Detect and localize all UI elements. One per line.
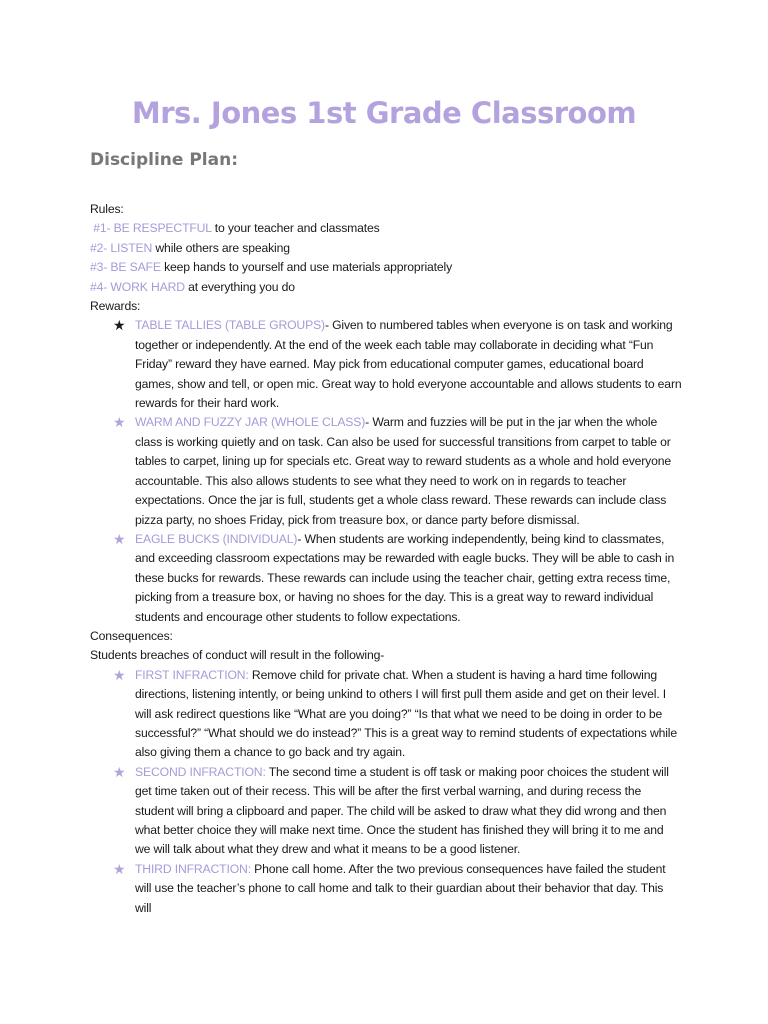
reward-text: - Warm and fuzzies will be put in the jar when the whole class is working quietly and on task. Can also be used for successful transitions from carpet to table or tables to carpet, lining up for specials etc. Great way to reward students as a whole and hold everyone accountable. This also allows students to see what they need to work on in regards to teacher expectations. Once the jar is full, students get a whole class reward. These rewards can include class pizza party, no shoes Friday, pick from treasure box, or dance party before dismissal. [135, 415, 672, 527]
rule-label: #2- LISTEN [90, 240, 153, 255]
consequence-item [90, 860, 682, 918]
rule-item [90, 239, 682, 258]
reward-label: WARM AND FUZZY JAR (WHOLE CLASS) [135, 415, 366, 430]
rule-label: #4- WORK HARD [90, 279, 185, 294]
reward-item [90, 316, 682, 413]
reward-item [90, 530, 682, 627]
rule-item [90, 219, 682, 238]
consequence-item [90, 763, 682, 860]
consequence-label: FIRST INFRACTION: [135, 667, 249, 682]
rule-item [90, 258, 682, 277]
consequence-item [90, 666, 682, 763]
document-body [90, 200, 682, 918]
reward-label: EAGLE BUCKS (INDIVIDUAL) [135, 531, 298, 546]
reward-text: - Given to numbered tables when everyone is on task and working together or independently. At the end of the week each table may collaborate in deciding what “Fun Friday” reward they have earned. May pick from educational computer games, educational board games, show and tell, or open mic. Great way to hold everyone accountable and allows students to earn rewards for their hard work. [135, 318, 682, 411]
rule-text: keep hands to yourself and use materials appropriately [160, 260, 453, 275]
star-icon: ★ [113, 530, 126, 547]
consequence-text: Remove child for private chat. When a student is having a hard time following directions, listening intently, or being unkind to others I will first pull them aside and get on their level. I will ask redirect questions like “What are you doing?” “Is that what we need to be doing in order to be successful?” “What should we do instead?” This is a great way to remind students of expectations while also giving them a chance to go back and try again. [135, 667, 677, 760]
rule-text: to your teacher and classmates [211, 221, 380, 236]
rule-text: at everything you do [184, 279, 295, 294]
star-icon: ★ [113, 317, 126, 334]
reward-label: TABLE TALLIES (TABLE GROUPS) [135, 318, 325, 333]
consequence-label: THIRD INFRACTION: [135, 861, 251, 876]
consequences-list [90, 666, 682, 918]
star-icon: ★ [113, 666, 126, 683]
consequences-intro: Students breaches of conduct will result in the following- [90, 648, 385, 663]
consequence-label: SECOND INFRACTION: [135, 764, 266, 779]
rule-label: #1- BE RESPECTFUL [93, 221, 212, 236]
star-icon: ★ [113, 763, 126, 780]
reward-text: - When students are working independently, being kind to classmates, and exceeding classroom expectations may be rewarded with eagle bucks. They will be able to cash in these bucks for rewards. These rewards can include using the teacher chair, getting extra recess time, picking from a treasure box, or having no shoes for the day. This is a great way to reward individual students and encourage other students to follow expectations. [135, 531, 675, 624]
rule-item [90, 278, 682, 297]
page-subtitle: Discipline Plan: [90, 150, 238, 170]
star-icon: ★ [113, 414, 126, 431]
star-icon: ★ [113, 860, 126, 877]
page-title: Mrs. Jones 1st Grade Classroom [131, 96, 637, 130]
rule-text: while others are speaking [152, 240, 290, 255]
consequences-heading: Consequences: [90, 628, 173, 643]
consequence-text: The second time a student is off task or making poor choices the student will get time taken out of their recess. This will be after the first verbal warning, and during recess the student will bring a clipboard and paper. The child will be asked to draw what they did wrong and then what better choice they will make next time. Once the student has finished they will bring it to me and we will talk about what they drew and what it means to be a good listener. [135, 764, 669, 857]
rules-heading: Rules: [90, 202, 124, 216]
rewards-heading: Rewards: [90, 299, 141, 314]
consequence-text: Phone call home. After the two previous consequences have failed the student will use the teacher’s phone to call home and talk to their guardian about their behavior that day. This will [135, 861, 666, 915]
rule-label: #3- BE SAFE [90, 260, 161, 275]
reward-item [90, 413, 682, 529]
rewards-list [90, 316, 682, 627]
